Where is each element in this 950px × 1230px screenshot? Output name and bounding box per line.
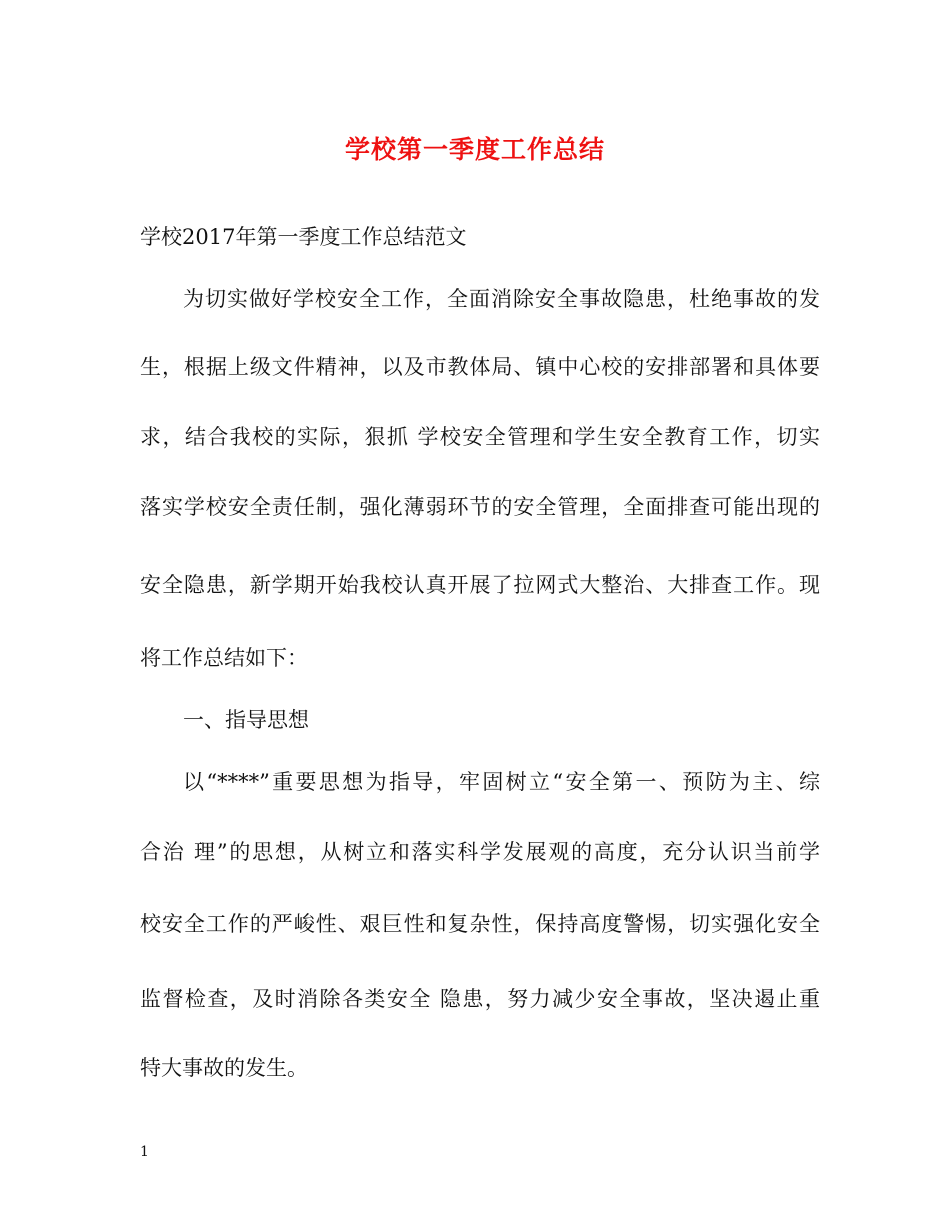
paragraph-line: 为切实做好学校安全工作，全面消除安全事故隐患，杜绝事故的发	[183, 287, 820, 311]
paragraph-line: 以“****”重要思想为指导，牢固树立“安全第一、预防为主、综	[183, 770, 820, 794]
paragraph-line: 将工作总结如下：	[140, 646, 308, 670]
paragraph-line: 特大事故的发生。	[140, 1056, 308, 1080]
paragraph-line: 合治 理”的思想，从树立和落实科学发展观的高度，充分认识当前学	[140, 840, 820, 864]
paragraph-line: 求，结合我校的实际，狠抓 学校安全管理和学生安全教育工作，切实	[140, 425, 820, 449]
page-number: 1	[140, 1144, 149, 1160]
document-subtitle: 学校2017年第一季度工作总结范文	[140, 225, 467, 249]
document-title: 学校第一季度工作总结	[344, 135, 605, 164]
paragraph-line: 监督检查，及时消除各类安全 隐患，努力减少安全事故，坚决遏止重	[140, 987, 820, 1011]
paragraph-line: 校安全工作的严峻性、艰巨性和复杂性，保持高度警惕，切实强化安全	[140, 912, 820, 936]
paragraph-line: 生，根据上级文件精神，以及市教体局、镇中心校的安排部署和具体要	[140, 355, 820, 379]
section-heading: 一、指导思想	[183, 708, 309, 732]
paragraph-line: 落实学校安全责任制，强化薄弱环节的安全管理，全面排查可能出现的	[140, 495, 820, 519]
paragraph-line: 安全隐患，新学期开始我校认真开展了拉网式大整治、大排查工作。现	[140, 573, 820, 597]
